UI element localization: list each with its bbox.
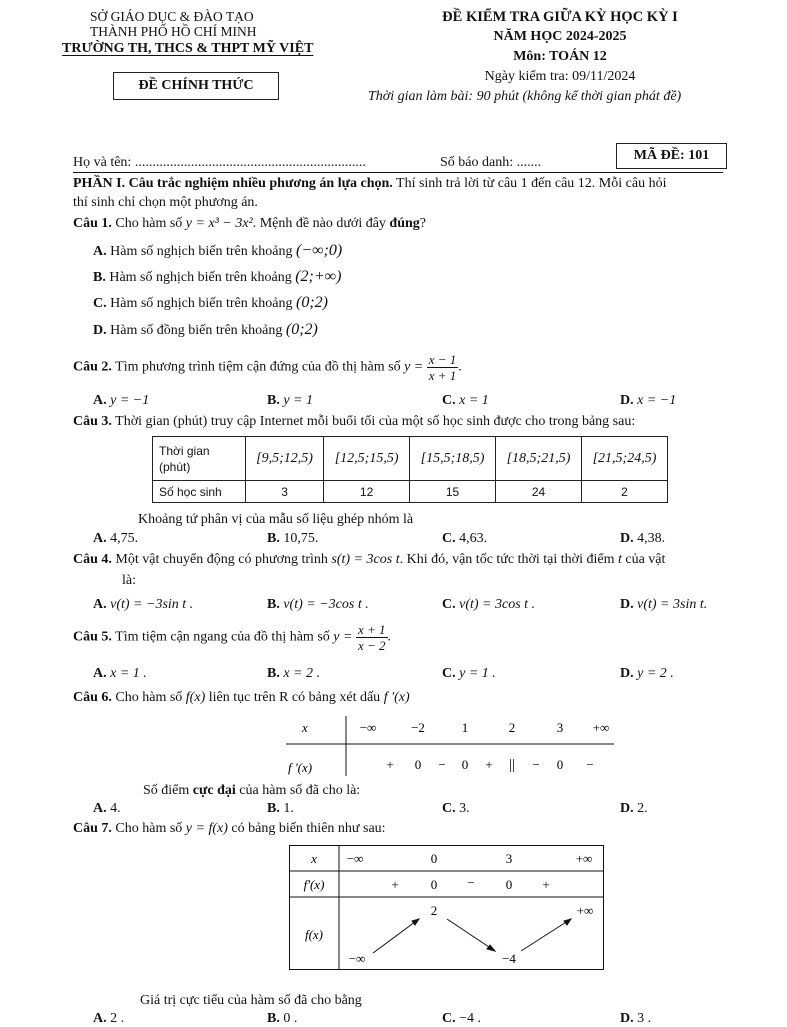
q6-x-value: 1	[461, 720, 469, 735]
q6-x-value: 2	[508, 720, 516, 735]
q6-question-post: của hàm số đã cho là:	[235, 783, 361, 798]
q3-row-header-time	[153, 437, 246, 481]
exam-code-badge: MÃ ĐỀ: 101	[616, 143, 727, 169]
table-cell: [12,5;15,5)	[324, 437, 410, 481]
option-text: 3.	[459, 801, 470, 816]
department-line-2: THÀNH PHỐ HỒ CHÍ MINH	[90, 24, 257, 39]
q6-question	[143, 783, 360, 799]
option-letter: C.	[442, 393, 456, 408]
q1-end: ?	[419, 216, 426, 231]
q7-option-d[interactable]	[620, 1011, 651, 1027]
q7-x-value: 3	[505, 851, 513, 866]
option-letter: B.	[267, 531, 280, 546]
q6-text: Cho hàm số	[111, 690, 186, 705]
table-cell: 12	[324, 481, 410, 503]
option-text: 10,75.	[283, 531, 319, 546]
option-text: −4 .	[459, 1011, 482, 1026]
q4-option-c[interactable]	[442, 597, 535, 613]
q5-option-d[interactable]	[620, 666, 674, 682]
q6-question-emph: cực đại	[192, 783, 236, 798]
question-1	[73, 216, 426, 232]
option-letter: A.	[93, 801, 107, 816]
q4-option-b[interactable]	[267, 597, 369, 613]
option-text: x = −1	[637, 393, 677, 408]
q2-option-d[interactable]	[620, 393, 676, 409]
q2-text: Tìm phương trình tiệm cận đứng của đồ thị hàm số	[111, 359, 405, 375]
divider	[73, 172, 723, 173]
option-letter: A.	[93, 244, 107, 259]
option-letter: A.	[93, 597, 107, 612]
option-letter: C.	[442, 531, 456, 546]
q5-option-c[interactable]	[442, 666, 496, 682]
table-cell: 15	[410, 481, 496, 503]
q3-row-label-unit: (phút)	[159, 459, 191, 474]
option-text: x = 1 .	[110, 666, 147, 681]
q7-f-value-max: 2	[430, 903, 438, 918]
option-text: 0 .	[283, 1011, 298, 1026]
q5-text: Tìm tiệm cận ngang của đồ thị hàm số	[111, 629, 334, 645]
arrow-head	[412, 919, 419, 925]
option-letter: C.	[442, 801, 456, 816]
student-id-field: Số báo danh: .......	[440, 155, 542, 170]
increase-arrow	[521, 919, 571, 951]
option-text: 4,75.	[110, 531, 139, 546]
option-interval: (0;2)	[285, 321, 318, 338]
option-letter: A.	[93, 1011, 107, 1026]
q6-x-label: x	[302, 720, 308, 735]
q7-sign: 0	[430, 877, 438, 892]
q7-x-value: 0	[430, 851, 438, 866]
option-letter: D.	[620, 801, 634, 816]
q6-fpx: f '(x)	[383, 690, 410, 705]
department-line-1: SỞ GIÁO DỤC & ĐÀO TẠO	[90, 9, 254, 24]
q6-question-pre: Số điểm	[143, 783, 193, 798]
question-7	[73, 821, 386, 837]
q2-numerator: x − 1	[428, 352, 457, 367]
option-letter: B.	[267, 597, 280, 612]
q7-sign: 0	[505, 877, 513, 892]
q3-frequency-table	[152, 436, 668, 503]
option-text: y = 1 .	[459, 666, 496, 681]
option-text: x = 1	[459, 393, 489, 408]
q7-formula: y = f(x)	[185, 821, 228, 836]
q3-option-b[interactable]	[267, 531, 318, 547]
q6-x-value: +∞	[592, 720, 610, 735]
table-cell: [15,5;18,5)	[410, 437, 496, 481]
q4-text-cont: là:	[122, 573, 136, 588]
q3-option-c[interactable]	[442, 531, 487, 547]
q6-sign: ||	[508, 757, 516, 773]
exam-date: Ngày kiểm tra: 09/11/2024	[484, 69, 636, 84]
q6-sign: −	[438, 757, 446, 772]
q5-numerator: x + 1	[357, 622, 386, 637]
school-name: TRƯỜNG TH, THCS & THPT MỸ VIỆT	[62, 41, 314, 56]
q1-option-d[interactable]	[93, 321, 318, 339]
q7-f-value-min: −4	[502, 951, 516, 966]
q3-question: Khoảng tứ phân vị của mẫu số liệu ghép nhóm là	[138, 512, 414, 527]
option-text: Hàm số đồng biến trên khoảng	[110, 323, 283, 338]
arrow-head	[564, 919, 571, 925]
option-letter: A.	[93, 393, 107, 408]
q1-emph: đúng	[389, 216, 420, 231]
option-text: Hàm số nghịch biến trên khoảng	[109, 270, 292, 285]
table-cell: [9,5;12,5)	[246, 437, 324, 481]
option-letter: D.	[620, 597, 634, 612]
option-letter: B.	[267, 1011, 280, 1026]
option-letter: C.	[442, 597, 456, 612]
q6-fx: f(x)	[185, 690, 206, 705]
q3-option-d[interactable]	[620, 531, 665, 547]
option-text: y = 1	[283, 393, 314, 408]
q6-sign: 0	[556, 757, 564, 772]
q7-sign: −	[467, 875, 475, 890]
q5-lhs: y =	[333, 629, 353, 645]
option-letter: D.	[620, 1011, 634, 1026]
q7-option-b[interactable]	[267, 1011, 297, 1027]
q6-sign: 0	[461, 757, 469, 772]
q4-text-3: của vật	[621, 552, 666, 567]
option-interval: (−∞;0)	[295, 242, 343, 259]
q6-label: Câu 6.	[73, 690, 112, 705]
question-4	[73, 552, 665, 568]
q7-x-label: x	[311, 851, 317, 866]
q4-option-d[interactable]	[620, 597, 707, 613]
table-cell: 3	[246, 481, 324, 503]
q2-lhs: y =	[404, 359, 424, 375]
student-name-field: Họ và tên: ..................................................................	[73, 155, 366, 170]
q1-label: Câu 1.	[73, 216, 112, 231]
q5-fraction	[356, 622, 388, 653]
q6-option-a[interactable]	[93, 801, 121, 817]
option-text: v(t) = 3sin t.	[637, 597, 708, 612]
official-exam-badge: ĐỀ CHÍNH THỨC	[113, 72, 279, 100]
option-letter: A.	[93, 666, 107, 681]
q1-formula: y = x³ − 3x²	[185, 216, 253, 231]
q1-text-after: . Mệnh đề nào dưới đây	[252, 216, 390, 231]
q4-formula: s(t) = 3cos t	[331, 552, 400, 567]
option-text: v(t) = −3cos t .	[283, 597, 369, 612]
option-letter: B.	[267, 801, 280, 816]
q2-label: Câu 2.	[73, 359, 112, 375]
q4-var: t	[617, 552, 622, 567]
decrease-arrow	[447, 919, 495, 951]
q1-text: Cho hàm số	[111, 216, 186, 231]
q7-x-value: +∞	[575, 851, 593, 866]
q7-x-value: −∞	[346, 851, 364, 866]
q6-sign-table	[280, 710, 620, 782]
table-cell: [21,5;24,5)	[581, 437, 667, 481]
option-text: Hàm số nghịch biến trên khoảng	[110, 244, 293, 259]
question-5: Câu 5. Tìm tiệm cận ngang của đồ thị hàm số y = $\frac{x + 1}{x - 2}$ .	[73, 622, 391, 653]
option-text: y = 2 .	[637, 666, 674, 681]
question-2: Câu 2. Tìm phương trình tiệm cận đứng của đồ thị hàm số y = $\frac{x - 1}{x + 1}$ .	[73, 352, 462, 383]
q7-option-c[interactable]	[442, 1011, 481, 1027]
part1-title: PHẦN I. Câu trắc nghiệm nhiều phương án lựa chọn.	[73, 176, 393, 191]
q7-variation-table	[289, 845, 605, 971]
q6-x-value: 3	[556, 720, 564, 735]
table-cell: 24	[496, 481, 582, 503]
q1-option-c[interactable]	[93, 294, 328, 312]
q7-sign: +	[542, 877, 550, 892]
option-interval: (0;2)	[295, 294, 328, 311]
q7-text-2: có bảng biến thiên như sau:	[227, 821, 386, 836]
q6-sign: −	[586, 757, 594, 772]
option-letter: B.	[267, 393, 280, 408]
option-interval: (2;+∞)	[295, 268, 342, 285]
option-text: v(t) = 3cos t .	[459, 597, 536, 612]
option-text: v(t) = −3sin t .	[110, 597, 194, 612]
q7-label: Câu 7.	[73, 821, 112, 836]
option-text: 2 .	[110, 1011, 125, 1026]
option-letter: D.	[620, 393, 634, 408]
q3-text: Thời gian (phút) truy cập Internet mỗi buổi tối của một số học sinh được cho trong bảng sau:	[111, 414, 636, 429]
table-cell: [18,5;21,5)	[496, 437, 582, 481]
q5-option-b[interactable]	[267, 666, 320, 682]
option-letter: A.	[93, 531, 107, 546]
exam-duration: Thời gian làm bài: 90 phút (không kể thời gian phát đề)	[368, 89, 682, 104]
q6-option-d[interactable]	[620, 801, 648, 817]
q7-question: Giá trị cực tiểu của hàm số đã cho bằng	[140, 993, 362, 1008]
option-text: 4.	[110, 801, 121, 816]
q2-denominator: x + 1	[428, 368, 457, 383]
q6-x-value: −∞	[359, 720, 377, 735]
variation-arrows	[373, 919, 571, 953]
q3-row-label: Thời gian	[159, 443, 210, 458]
q6-sign: 0	[414, 757, 422, 772]
option-letter: D.	[620, 531, 634, 546]
option-text: y = −1	[110, 393, 150, 408]
q1-option-b[interactable]	[93, 268, 341, 286]
q2-option-c[interactable]	[442, 393, 489, 409]
q5-option-a[interactable]	[93, 666, 147, 682]
option-letter: D.	[93, 323, 107, 338]
q7-f-value-minus-inf: −∞	[348, 951, 366, 966]
q1-option-a[interactable]	[93, 242, 342, 260]
q2-option-a[interactable]	[93, 393, 149, 409]
increase-arrow	[373, 919, 419, 953]
option-letter: B.	[267, 666, 280, 681]
part1-desc: Thí sinh trả lời từ câu 1 đến câu 12. Mỗi câu hỏi	[392, 176, 667, 191]
q4-text-2: . Khi đó, vận tốc tức thời tại thời điểm	[399, 552, 618, 567]
option-letter: D.	[620, 666, 634, 681]
q7-sign: +	[391, 877, 399, 892]
option-text: 1.	[283, 801, 294, 816]
q2-option-b[interactable]	[267, 393, 313, 409]
q3-row-header-count: Số học sinh	[153, 481, 246, 503]
q7-fp-label: f'(x)	[303, 877, 325, 892]
q7-option-a[interactable]	[93, 1011, 124, 1027]
question-3	[73, 414, 635, 430]
option-text: 4,38.	[637, 531, 666, 546]
q7-text: Cho hàm số	[111, 821, 186, 836]
option-text: x = 2 .	[283, 666, 321, 681]
q4-option-a[interactable]	[93, 597, 193, 613]
school-year: NĂM HỌC 2024-2025	[493, 29, 627, 44]
q3-label: Câu 3.	[73, 414, 112, 429]
q6-sign: +	[485, 757, 493, 772]
option-letter: C.	[442, 666, 456, 681]
q4-text: Một vật chuyển động có phương trình	[111, 552, 332, 567]
exam-title: ĐỀ KIỂM TRA GIỮA KỲ HỌC KỲ I	[442, 9, 678, 25]
q3-option-a[interactable]	[93, 531, 138, 547]
q4-label: Câu 4.	[73, 552, 112, 567]
q6-text-2: liên tục trên R có bảng xét dấu	[205, 690, 384, 705]
table-border	[290, 846, 604, 970]
option-text: Hàm số nghịch biến trên khoảng	[110, 296, 293, 311]
option-text: 2.	[637, 801, 648, 816]
option-letter: C.	[93, 296, 107, 311]
subject: Môn: TOÁN 12	[513, 49, 607, 64]
q6-option-c[interactable]	[442, 801, 470, 817]
question-6	[73, 690, 410, 706]
part1-heading	[73, 176, 666, 192]
q6-option-b[interactable]	[267, 801, 294, 817]
table-cell: 2	[581, 481, 667, 503]
q6-sign: +	[386, 757, 394, 772]
option-text: 4,63.	[459, 531, 488, 546]
q6-sign: −	[532, 757, 540, 772]
q2-fraction	[427, 352, 459, 383]
option-letter: B.	[93, 270, 106, 285]
q6-fp-label: f '(x)	[288, 760, 313, 775]
q5-denominator: x − 2	[357, 638, 386, 653]
q5-label: Câu 5.	[73, 629, 112, 645]
q7-f-value-plus-inf: +∞	[576, 903, 594, 918]
option-text: 3 .	[637, 1011, 652, 1026]
part1-desc-line2: thí sinh chỉ chọn một phương án.	[73, 195, 258, 210]
q6-x-value: −2	[411, 720, 425, 735]
option-letter: C.	[442, 1011, 456, 1026]
q7-f-label: f(x)	[304, 927, 324, 942]
